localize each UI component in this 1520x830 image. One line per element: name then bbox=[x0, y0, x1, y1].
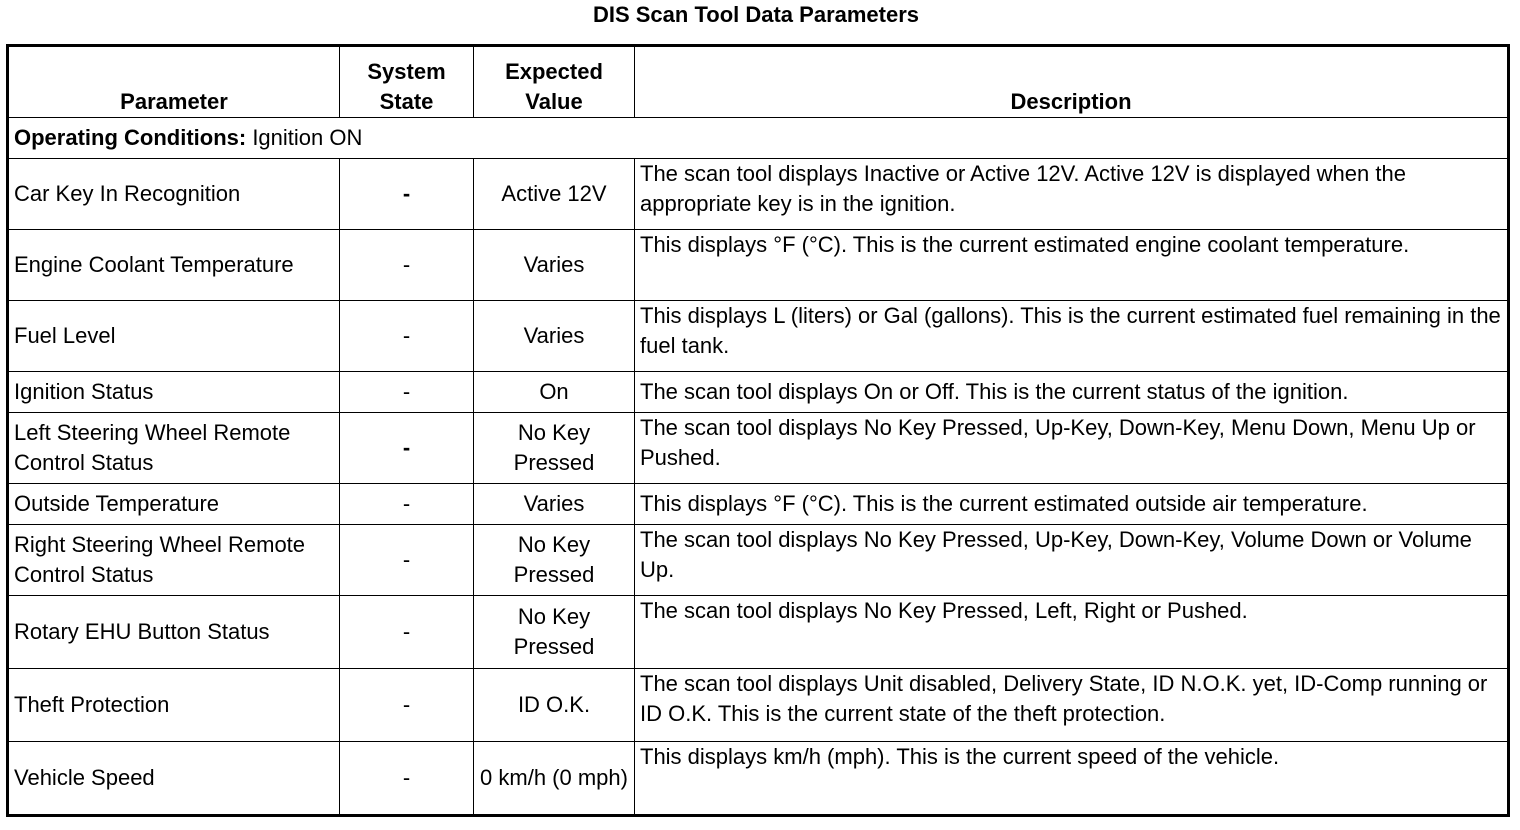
table-row bbox=[8, 525, 1509, 596]
system-state-cell: - bbox=[340, 372, 474, 413]
operating-conditions-label: Operating Conditions: bbox=[14, 125, 247, 150]
header-parameter: Parameter bbox=[8, 46, 340, 118]
expected-value-cell: Varies bbox=[474, 484, 635, 525]
parameter-cell: Engine Coolant Temperature bbox=[8, 230, 340, 301]
table-row bbox=[8, 159, 1509, 230]
table-row bbox=[8, 596, 1509, 669]
parameter-cell: Ignition Status bbox=[8, 372, 340, 413]
parameter-cell: Left Steering Wheel Remote Control Status bbox=[8, 413, 340, 484]
header-expected-value: Expected Value bbox=[474, 46, 635, 118]
system-state-cell: - bbox=[340, 413, 474, 484]
operating-conditions-cell bbox=[8, 118, 1509, 159]
table-row bbox=[8, 301, 1509, 372]
expected-value-cell: On bbox=[474, 372, 635, 413]
description-cell: The scan tool displays On or Off. This is the current status of the ignition. bbox=[635, 372, 1509, 413]
parameter-cell: Fuel Level bbox=[8, 301, 340, 372]
operating-conditions-row bbox=[8, 118, 1509, 159]
table-row bbox=[8, 230, 1509, 301]
expected-value-cell: No Key Pressed bbox=[474, 596, 635, 669]
table-row bbox=[8, 413, 1509, 484]
description-cell: The scan tool displays No Key Pressed, Left, Right or Pushed. bbox=[635, 596, 1509, 669]
system-state-cell: - bbox=[340, 159, 474, 230]
description-cell: The scan tool displays Inactive or Active 12V. Active 12V is displayed when the appropriate key is in the ignition. bbox=[635, 159, 1509, 230]
parameter-cell: Vehicle Speed bbox=[8, 742, 340, 816]
system-state-cell: - bbox=[340, 230, 474, 301]
expected-value-cell: Varies bbox=[474, 230, 635, 301]
parameter-cell: Right Steering Wheel Remote Control Status bbox=[8, 525, 340, 596]
expected-value-cell: Varies bbox=[474, 301, 635, 372]
parameter-cell: Theft Protection bbox=[8, 669, 340, 742]
system-state-cell: - bbox=[340, 596, 474, 669]
description-cell: The scan tool displays Unit disabled, Delivery State, ID N.O.K. yet, ID-Comp running or ID O.K. This is the current state of the theft protection. bbox=[635, 669, 1509, 742]
description-cell: This displays L (liters) or Gal (gallons). This is the current estimated fuel remaining in the fuel tank. bbox=[635, 301, 1509, 372]
description-cell: The scan tool displays No Key Pressed, Up-Key, Down-Key, Volume Down or Volume Up. bbox=[635, 525, 1509, 596]
parameter-cell: Car Key In Recognition bbox=[8, 159, 340, 230]
system-state-cell: - bbox=[340, 669, 474, 742]
table-row bbox=[8, 484, 1509, 525]
table-header-row bbox=[8, 46, 1509, 118]
expected-value-cell: Active 12V bbox=[474, 159, 635, 230]
description-cell: The scan tool displays No Key Pressed, Up-Key, Down-Key, Menu Down, Menu Up or Pushed. bbox=[635, 413, 1509, 484]
header-description: Description bbox=[635, 46, 1509, 118]
parameters-table bbox=[6, 44, 1510, 817]
description-cell: This displays °F (°C). This is the current estimated engine coolant temperature. bbox=[635, 230, 1509, 301]
system-state-cell: - bbox=[340, 301, 474, 372]
page-title: DIS Scan Tool Data Parameters bbox=[592, 2, 920, 27]
expected-value-cell: No Key Pressed bbox=[474, 525, 635, 596]
description-cell: This displays °F (°C). This is the current estimated outside air temperature. bbox=[635, 484, 1509, 525]
table-row bbox=[8, 742, 1509, 816]
system-state-cell: - bbox=[340, 525, 474, 596]
operating-conditions-value: Ignition ON bbox=[246, 125, 363, 150]
system-state-cell: - bbox=[340, 742, 474, 816]
expected-value-cell: No Key Pressed bbox=[474, 413, 635, 484]
table-row bbox=[8, 669, 1509, 742]
expected-value-cell: 0 km/h (0 mph) bbox=[474, 742, 635, 816]
table-row bbox=[8, 372, 1509, 413]
parameter-cell: Rotary EHU Button Status bbox=[8, 596, 340, 669]
system-state-cell: - bbox=[340, 484, 474, 525]
expected-value-cell: ID O.K. bbox=[474, 669, 635, 742]
header-system-state: System State bbox=[340, 46, 474, 118]
description-cell: This displays km/h (mph). This is the current speed of the vehicle. bbox=[635, 742, 1509, 816]
parameter-cell: Outside Temperature bbox=[8, 484, 340, 525]
